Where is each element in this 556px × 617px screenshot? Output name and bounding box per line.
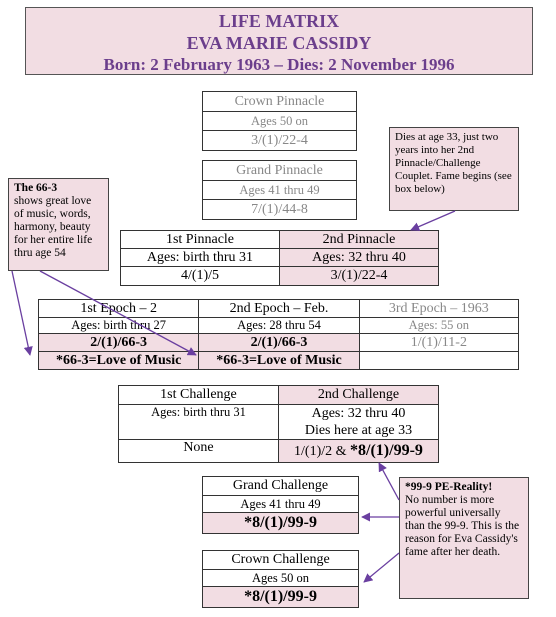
second-challenge-dies: Dies here at age 33: [304, 423, 413, 438]
reality-note-heading: *99-9 PE-Reality!: [405, 481, 493, 493]
arrow-music-to-first-epoch: [12, 271, 30, 355]
crown-pinnacle-value: 3/(1)/22-4: [203, 131, 357, 151]
crown-challenge-value: *8/(1)/99-9: [203, 587, 359, 608]
first-pinnacle-value: 4/(1)/5: [121, 267, 280, 286]
first-epoch-ages: Ages: birth thru 27: [39, 318, 199, 334]
crown-pinnacle-title: Crown Pinnacle: [203, 92, 357, 112]
second-epoch-value: 2/(1)/66-3: [199, 334, 359, 352]
first-epoch-title: 1st Epoch – 2: [39, 300, 199, 318]
second-challenge-value-bold: *8/(1)/99-9: [350, 442, 423, 459]
second-pinnacle-value: 3/(1)/22-4: [279, 267, 438, 286]
person-name: EVA MARIE CASSIDY: [186, 33, 372, 53]
second-epoch-note: *66-3=Love of Music: [199, 352, 359, 370]
dies-note-text: Dies at age 33, just two years into her 2nd Pinnacle/Challenge Couplet. Fame begins (see box below): [395, 131, 512, 195]
matrix-title: LIFE MATRIX: [218, 11, 340, 31]
arrow-dies-to-second-pinnacle: [411, 211, 455, 230]
arrow-reality-to-second-challenge: [379, 463, 399, 500]
second-pinnacle-ages: Ages: 32 thru 40: [279, 249, 438, 267]
crown-challenge-ages: Ages 50 on: [203, 570, 359, 587]
second-epoch-title: 2nd Epoch – Feb.: [199, 300, 359, 318]
first-pinnacle-title: 1st Pinnacle: [121, 231, 280, 249]
first-epoch-note: *66-3=Love of Music: [39, 352, 199, 370]
first-challenge-title: 1st Challenge: [119, 386, 279, 405]
arrow-reality-to-crown-challenge: [364, 553, 399, 582]
third-epoch-value: 1/(1)/11-2: [359, 334, 518, 352]
third-epoch-title: 3rd Epoch – 1963: [359, 300, 518, 318]
grand-pinnacle-value: 7/(1)/44-8: [203, 200, 357, 220]
first-epoch-value: 2/(1)/66-3: [39, 334, 199, 352]
second-challenge-value-plain: 1/(1)/2 &: [294, 444, 351, 459]
crown-challenge-title: Crown Challenge: [203, 551, 359, 570]
second-challenge-title: 2nd Challenge: [278, 386, 438, 405]
grand-pinnacle-ages: Ages 41 thru 49: [203, 181, 357, 200]
grand-challenge-title: Grand Challenge: [203, 477, 359, 496]
birth-death-dates: Born: 2 February 1963 – Dies: 2 November 1996: [103, 55, 455, 74]
music-note-body: shows great love of music, words, harmony, beauty for her entire life thru age 54: [14, 195, 93, 259]
grand-pinnacle-title: Grand Pinnacle: [203, 161, 357, 181]
first-challenge-ages: Ages: birth thru 31: [119, 405, 279, 440]
second-epoch-ages: Ages: 28 thru 54: [199, 318, 359, 334]
second-pinnacle-title: 2nd Pinnacle: [279, 231, 438, 249]
crown-pinnacle-ages: Ages 50 on: [203, 112, 357, 131]
second-challenge-ages: Ages: 32 thru 40: [311, 406, 406, 421]
grand-challenge-ages: Ages 41 thru 49: [203, 496, 359, 513]
arrow-music-to-second-epoch: [40, 271, 196, 355]
reality-note-body: No number is more powerful universally than the 99-9. This is the reason for Eva Cassidy's fame after her death.: [405, 494, 520, 558]
third-epoch-ages: Ages: 55 on: [359, 318, 518, 334]
first-pinnacle-ages: Ages: birth thru 31: [121, 249, 280, 267]
grand-challenge-value: *8/(1)/99-9: [203, 513, 359, 534]
first-challenge-value: None: [119, 440, 279, 463]
music-note-heading: The 66-3: [14, 182, 58, 194]
